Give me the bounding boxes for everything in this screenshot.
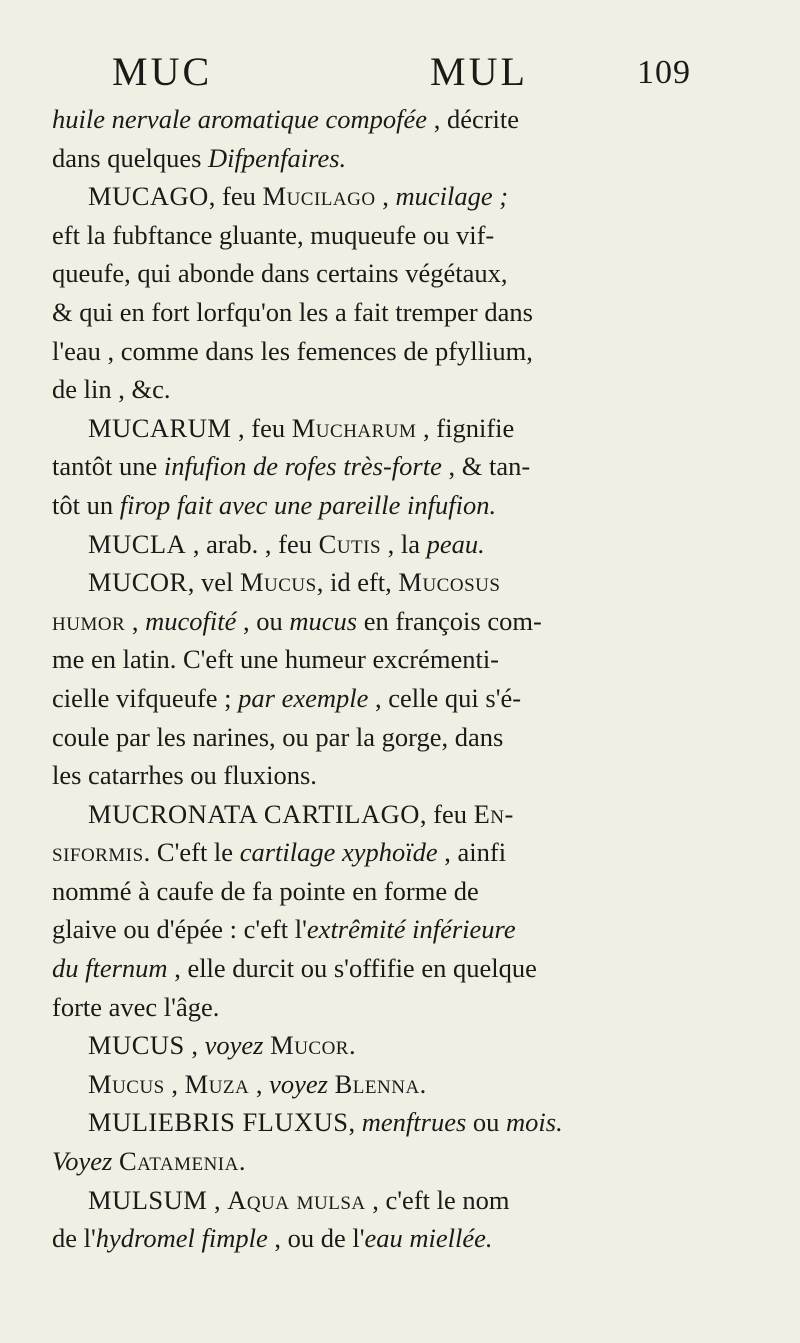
text-line bbox=[52, 254, 750, 293]
text-segment: les catarrhes ou fluxions. bbox=[52, 760, 317, 791]
text-line bbox=[52, 563, 750, 602]
text-segment: queufe, qui abonde dans certains végétaux, bbox=[52, 258, 508, 289]
text-segment: . C'eft le bbox=[143, 837, 240, 868]
text-line bbox=[52, 216, 750, 255]
text-line bbox=[52, 100, 750, 139]
text-line bbox=[52, 795, 750, 834]
text-segment: Aqua mulsa bbox=[227, 1184, 366, 1215]
text-segment: l'eau , comme dans les femences de pfyllium, bbox=[52, 335, 533, 366]
text-segment: , vel bbox=[187, 567, 240, 598]
text-segment: firop fait avec une pareille infufion. bbox=[119, 489, 497, 520]
text-line bbox=[52, 910, 750, 949]
text-segment: , décrite bbox=[427, 104, 520, 134]
text-segment: & qui en fort lorfqu'on les a fait tremper dans bbox=[52, 296, 533, 327]
text-segment: ou bbox=[466, 1107, 507, 1138]
text-line bbox=[52, 1219, 750, 1258]
text-segment: , bbox=[207, 1184, 228, 1215]
text-segment: Mucor. bbox=[270, 1030, 357, 1061]
text-segment: Cutis bbox=[318, 528, 382, 559]
text-line bbox=[52, 525, 750, 564]
text-segment: tantôt une bbox=[52, 451, 164, 482]
text-segment: extrêmité inférieure bbox=[306, 914, 516, 945]
text-line bbox=[52, 409, 750, 448]
text-line bbox=[52, 1103, 750, 1142]
text-segment: cielle vifqueufe ; bbox=[52, 682, 239, 713]
text-segment: MUCARUM bbox=[88, 412, 232, 443]
text-segment: Blenna. bbox=[334, 1068, 427, 1099]
text-segment: voyez bbox=[204, 1030, 264, 1061]
running-head bbox=[112, 48, 712, 100]
running-head-middle: MUL bbox=[430, 49, 528, 94]
text-segment: , celle qui s'é- bbox=[368, 682, 522, 713]
text-segment bbox=[112, 1146, 119, 1176]
text-segment: Mucus bbox=[88, 1068, 165, 1099]
text-segment: , arab. , feu bbox=[186, 528, 319, 559]
page-text bbox=[52, 100, 750, 1258]
text-line bbox=[52, 486, 750, 525]
text-segment: MULSUM bbox=[88, 1184, 208, 1215]
text-segment: par exemple bbox=[238, 682, 369, 713]
text-segment: mois. bbox=[506, 1107, 563, 1138]
text-segment: en françois com- bbox=[357, 605, 542, 636]
page-number: 109 bbox=[637, 54, 691, 91]
text-segment: tôt un bbox=[52, 489, 120, 520]
text-segment: , bbox=[125, 605, 146, 636]
text-segment: MUCRONATA CARTILAGO bbox=[88, 798, 420, 829]
text-segment: coule par les narines, ou par la gorge, dans bbox=[52, 721, 504, 752]
text-line bbox=[52, 177, 750, 216]
text-line bbox=[52, 833, 750, 872]
text-segment: infufion de rofes très-forte bbox=[163, 451, 442, 482]
text-segment: Mucilago bbox=[262, 181, 376, 212]
text-segment: MUCOR bbox=[88, 567, 188, 598]
text-segment: MULIEBRIS FLUXUS bbox=[88, 1107, 349, 1138]
text-segment: glaive ou d'épée : c'eft l' bbox=[52, 914, 307, 945]
text-line bbox=[52, 949, 750, 988]
text-segment: MUCUS bbox=[88, 1030, 185, 1061]
text-line bbox=[52, 332, 750, 371]
text-line bbox=[52, 1065, 750, 1104]
text-line bbox=[52, 447, 750, 486]
text-segment: me en latin. C'eft une humeur excrémenti- bbox=[52, 644, 500, 675]
text-segment: peau. bbox=[426, 528, 485, 559]
text-segment: , ou de l' bbox=[267, 1223, 365, 1254]
text-segment bbox=[328, 1069, 335, 1099]
text-segment: mucus bbox=[289, 605, 358, 636]
text-segment: humor bbox=[52, 605, 126, 636]
text-line bbox=[52, 679, 750, 718]
text-line bbox=[52, 370, 750, 409]
text-segment: , bbox=[348, 1107, 362, 1138]
text-segment: MUCLA bbox=[88, 528, 187, 559]
text-line bbox=[52, 602, 750, 641]
text-segment: Mucus bbox=[239, 567, 317, 598]
text-line bbox=[52, 1142, 750, 1181]
text-segment: , feu bbox=[419, 798, 474, 829]
text-segment: Voyez bbox=[52, 1146, 113, 1177]
text-segment: , c'eft le nom bbox=[365, 1184, 510, 1215]
running-head-left: MUC bbox=[112, 49, 213, 94]
text-segment: , bbox=[184, 1030, 205, 1061]
text-segment: du fternum bbox=[52, 953, 168, 984]
text-segment: siformis bbox=[52, 837, 144, 868]
text-segment: cartilage xyphoïde bbox=[239, 837, 438, 868]
text-line bbox=[52, 872, 750, 911]
text-segment: dans quelques bbox=[52, 142, 209, 173]
text-segment: , bbox=[249, 1068, 270, 1099]
text-segment: hydromel fimple bbox=[95, 1223, 268, 1254]
text-segment: Difpenfaires. bbox=[208, 142, 347, 173]
text-segment: Mucharum bbox=[291, 412, 417, 443]
text-segment: mucilage ; bbox=[395, 181, 509, 212]
text-segment: , bbox=[375, 181, 396, 212]
text-segment: eft la fubftance gluante, muqueufe ou vif- bbox=[52, 219, 495, 250]
text-segment: eau miellée. bbox=[364, 1223, 493, 1254]
text-segment: voyez bbox=[269, 1068, 328, 1099]
text-segment: , id eft, bbox=[316, 567, 399, 598]
text-segment: , ou bbox=[236, 605, 290, 636]
text-segment: Muza bbox=[184, 1068, 250, 1099]
text-segment: , feu bbox=[208, 181, 263, 212]
text-segment: , bbox=[164, 1068, 185, 1099]
text-segment: , la bbox=[381, 528, 427, 559]
text-line bbox=[52, 293, 750, 332]
text-line bbox=[52, 139, 750, 178]
text-line bbox=[52, 718, 750, 757]
text-segment: Mucosus bbox=[398, 567, 501, 598]
text-segment: Catamenia. bbox=[118, 1146, 246, 1177]
text-segment: , feu bbox=[231, 412, 292, 443]
text-line bbox=[52, 988, 750, 1027]
text-segment: , elle durcit ou s'offifie en quelque bbox=[167, 953, 537, 984]
text-segment: , fignifie bbox=[416, 412, 515, 443]
text-segment: huile nervale aromatique compofée bbox=[52, 104, 428, 134]
text-segment: MUCAGO bbox=[88, 181, 209, 212]
text-segment: nommé à caufe de fa pointe en forme de bbox=[52, 875, 479, 906]
text-segment: de l' bbox=[52, 1223, 96, 1254]
text-segment: de lin , &c. bbox=[52, 374, 171, 405]
text-line bbox=[52, 1026, 750, 1065]
text-segment: , ainfi bbox=[437, 837, 507, 868]
text-line bbox=[52, 1181, 750, 1220]
text-segment: forte avec l'âge. bbox=[52, 991, 220, 1022]
text-line bbox=[52, 640, 750, 679]
text-segment: En- bbox=[473, 798, 514, 829]
text-line bbox=[52, 756, 750, 795]
text-segment: menftrues bbox=[361, 1107, 467, 1138]
text-segment: , & tan- bbox=[441, 451, 531, 482]
text-segment: mucofité bbox=[145, 605, 237, 636]
